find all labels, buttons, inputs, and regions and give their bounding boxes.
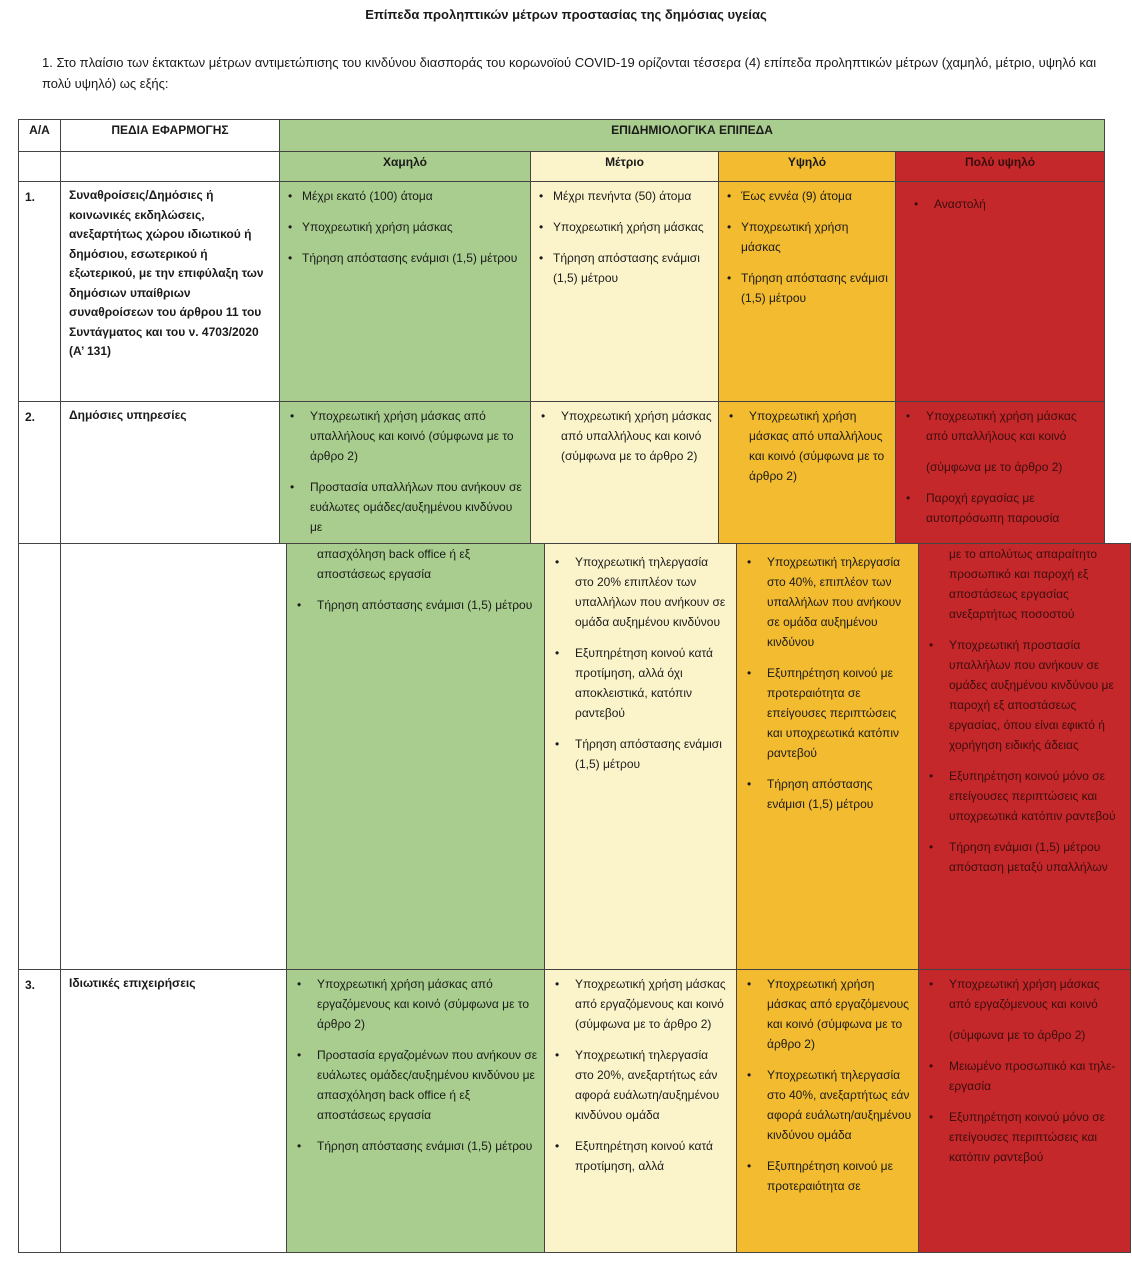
measure-item: • Μέχρι πενήντα (50) άτομα: [537, 186, 712, 206]
measure-item: • Εξυπηρέτηση κοινού κατά προτίμηση, αλλά: [551, 1136, 730, 1176]
measure-item: • Υποχρεωτική χρήση μάσκας από υπαλλήλους και κοινό: [902, 406, 1098, 446]
measure-item: • Προστασία εργαζομένων που ανήκουν σε ευάλωτες ομάδες/αυξημένου κινδύνου με απασχόληση back office ή εξ αποστάσεως εργασία: [293, 1045, 538, 1125]
row-2-cont-number: [19, 544, 61, 970]
row-1-medium: [531, 182, 719, 402]
row-2-high: [719, 402, 896, 549]
measure-item: • Υποχρεωτική χρήση μάσκας από υπαλλήλους και κοινό (σύμφωνα με το άρθρο 2): [286, 406, 524, 466]
measure-item: • Υποχρεωτική χρήση μάσκας από εργαζόμενους και κοινό: [925, 974, 1124, 1014]
row-1-high: [719, 182, 896, 402]
measure-item: • Τήρηση ενάμισι (1,5) μέτρου απόσταση μεταξύ υπαλλήλων: [925, 837, 1124, 877]
measure-item: (σύμφωνα με το άρθρο 2): [926, 460, 1063, 474]
row-2-cont-field: [61, 544, 287, 970]
measure-item: • Εξυπηρέτηση κοινού κατά προτίμηση, αλλά όχι αποκλειστικά, κατόπιν ραντεβού: [551, 643, 730, 723]
measure-item: (σύμφωνα με το άρθρο 2): [949, 1028, 1086, 1042]
row-3-number: 3.: [19, 970, 61, 1253]
row-2-cont-medium: [545, 544, 737, 970]
measures-table-top: [18, 119, 1105, 549]
measure-item: • Προστασία υπαλλήλων που ανήκουν σε ευάλωτες ομάδες/αυξημένου κινδύνου με: [286, 477, 524, 537]
measure-item: • Υποχρεωτική χρήση μάσκας από εργαζόμενους και κοινό (σύμφωνα με το άρθρο 2): [293, 974, 538, 1034]
measure-item: • Αναστολή: [910, 194, 1098, 214]
header-aa-blank: [19, 152, 61, 182]
row-3-very-high: [919, 970, 1131, 1253]
measure-item: • Υποχρεωτική τηλεργασία στο 20% επιπλέον των υπαλλήλων που ανήκουν σε ομάδα αυξημένου κινδύνου: [551, 552, 730, 632]
header-high: Υψηλό: [719, 152, 896, 182]
measure-item: • Εξυπηρέτηση κοινού μόνο σε επείγουσες περιπτώσεις και κατόπιν ραντεβού: [925, 1107, 1124, 1167]
measure-item: • Τήρηση απόστασης ενάμισι (1,5) μέτρου: [293, 595, 538, 615]
measure-item: • Υποχρεωτική χρήση μάσκας από εργαζόμενους και κοινό (σύμφωνα με το άρθρο 2): [551, 974, 730, 1034]
measure-item: • Παροχή εργασίας με αυτοπρόσωπη παρουσία: [902, 488, 1098, 528]
row-3-low: [287, 970, 545, 1253]
header-low: Χαμηλό: [280, 152, 531, 182]
measure-item: • Υποχρεωτική χρήση μάσκας: [725, 217, 889, 257]
header-aa: Α/Α: [19, 120, 61, 152]
header-field: ΠΕΔΙΑ ΕΦΑΡΜΟΓΗΣ: [61, 120, 280, 152]
measure-item: • Τήρηση απόστασης ενάμισι (1,5) μέτρου: [743, 774, 912, 814]
row-2-medium: [531, 402, 719, 549]
row-1-number: 1.: [19, 182, 61, 402]
measure-item: • Υποχρεωτική χρήση μάσκας από εργαζόμενους και κοινό (σύμφωνα με το άρθρο 2): [743, 974, 912, 1054]
intro-paragraph: 1. Στο πλαίσιο των έκτακτων μέτρων αντιμετώπισης του κινδύνου διασποράς του κορωνοϊού COVID-19 ορίζονται τέσσερα (4) επίπεδα προληπτικών μέτρων (χαμηλό, μέτριο, υψηλό και πολύ υψηλό) ως εξής:: [42, 55, 1097, 91]
measure-item: • Τήρηση απόστασης ενάμισι (1,5) μέτρου: [293, 1136, 538, 1156]
measure-item: • Έως εννέα (9) άτομα: [725, 186, 889, 206]
row-1-field: Συναθροίσεις/Δημόσιες ή κοινωνικές εκδηλώσεις, ανεξαρτήτως χώρου ιδιωτικού ή δημόσιου, εσωτερικού ή εξωτερικού, με την επιφύλαξη των δημόσιων υπαίθριων συναθροίσεων του άρθρου 11 του Συντάγματος και του ν. 4703/2020 (Α’ 131): [61, 182, 280, 402]
measure-item: με το απολύτως απαραίτητο προσωπικό και παροχή εξ αποστάσεως εργασίας ανεξαρτήτως ποσοστού: [949, 547, 1098, 621]
header-medium: Μέτριο: [531, 152, 719, 182]
measure-item: • Υποχρεωτική τηλεργασία στο 40%, ανεξαρτήτως εάν αφορά ευάλωτη/αυξημένου κινδύνου ομάδα: [743, 1065, 912, 1145]
measures-table-bottom: [18, 543, 1131, 1253]
row-2-cont-very-high: [919, 544, 1131, 970]
measure-item: • Εξυπηρέτηση κοινού με προτεραιότητα σε επείγουσες περιπτώσεις και υποχρεωτικά κατόπιν ραντεβού: [743, 663, 912, 763]
header-levels: ΕΠΙΔΗΜΙΟΛΟΓΙΚΑ ΕΠΙΠΕΔΑ: [280, 120, 1105, 152]
measure-item: • Εξυπηρέτηση κοινού με προτεραιότητα σε: [743, 1156, 912, 1196]
row-3-high: [737, 970, 919, 1253]
row-1-low: [280, 182, 531, 402]
measure-item: • Υποχρεωτική τηλεργασία στο 20%, ανεξαρτήτως εάν αφορά ευάλωτη/αυξημένου κινδύνου ομάδα: [551, 1045, 730, 1125]
row-3-medium: [545, 970, 737, 1253]
measure-item: • Υποχρεωτική τηλεργασία στο 40%, επιπλέον των υπαλλήλων που ανήκουν σε ομάδα αυξημένου κινδύνου: [743, 552, 912, 652]
page-title: Επίπεδα προληπτικών μέτρων προστασίας της δημόσιας υγείας: [365, 7, 767, 22]
measure-item: • Υποχρεωτική χρήση μάσκας: [537, 217, 712, 237]
measure-item: • Υποχρεωτική χρήση μάσκας από υπαλλήλους και κοινό (σύμφωνα με το άρθρο 2): [537, 406, 712, 466]
measure-item: • Τήρηση απόστασης ενάμισι (1,5) μέτρου: [537, 248, 712, 288]
measure-item: • Υποχρεωτική χρήση μάσκας: [286, 217, 524, 237]
header-very-high: Πολύ υψηλό: [896, 152, 1105, 182]
measure-item: • Τήρηση απόστασης ενάμισι (1,5) μέτρου: [551, 734, 730, 774]
measure-item: • Μέχρι εκατό (100) άτομα: [286, 186, 524, 206]
measure-item: • Υποχρεωτική χρήση μάσκας από υπαλλήλους και κοινό (σύμφωνα με το άρθρο 2): [725, 406, 889, 486]
row-2-field: Δημόσιες υπηρεσίες: [61, 402, 280, 549]
row-2-cont-high: [737, 544, 919, 970]
row-2-low: [280, 402, 531, 549]
row-2-very-high: [896, 402, 1105, 549]
row-3-field: Ιδιωτικές επιχειρήσεις: [61, 970, 287, 1253]
measure-item: • Τήρηση απόστασης ενάμισι (1,5) μέτρου: [725, 268, 889, 308]
measure-item: απασχόληση back office ή εξ αποστάσεως εργασία: [317, 547, 471, 581]
row-1-very-high: [896, 182, 1105, 402]
measure-item: • Τήρηση απόστασης ενάμισι (1,5) μέτρου: [286, 248, 524, 268]
header-field-blank: [61, 152, 280, 182]
measure-item: • Εξυπηρέτηση κοινού μόνο σε επείγουσες περιπτώσεις και υποχρεωτικά κατόπιν ραντεβού: [925, 766, 1124, 826]
row-2-cont-low: [287, 544, 545, 970]
measure-item: • Μειωμένο προσωπικό και τηλε-εργασία: [925, 1056, 1124, 1096]
measure-item: • Υποχρεωτική προστασία υπαλλήλων που ανήκουν σε ομάδες αυξημένου κινδύνου με παροχή εξ αποστάσεως εργασίας, όπου είναι εφικτό ή χορήγηση ειδικής άδειας: [925, 635, 1124, 755]
row-2-number: 2.: [19, 402, 61, 549]
